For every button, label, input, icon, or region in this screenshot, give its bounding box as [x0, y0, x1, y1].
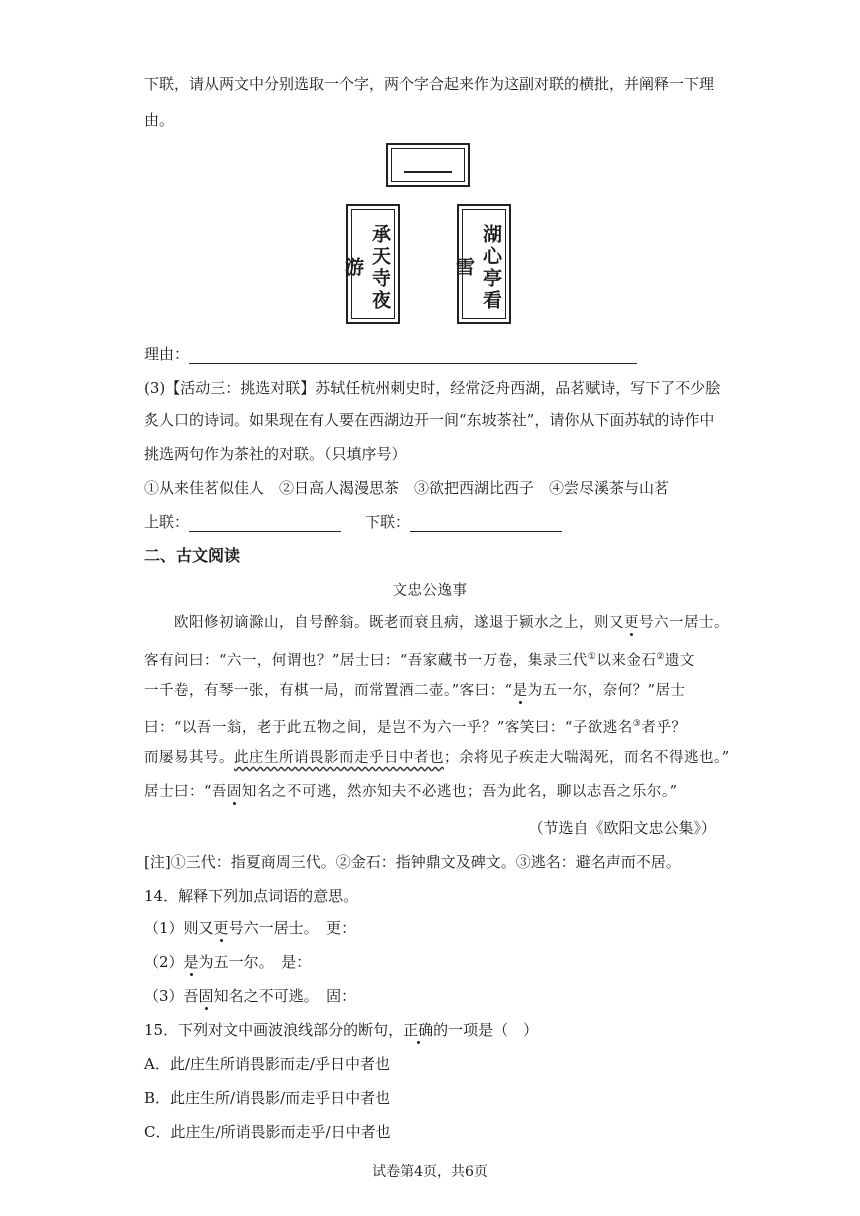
reason-answer-blank[interactable] — [189, 347, 637, 364]
couplet-right-scroll — [453, 204, 511, 324]
dotted-word-gu: 固 — [226, 784, 242, 800]
dotted-word-geng: 更 — [213, 919, 229, 937]
dotted-word-shi: 是 — [183, 953, 199, 971]
intro-line-2: 由。 — [144, 111, 175, 129]
passage-text: 欧阳修初谪滁山，自号醉翁。既老而衰且病，遂退于颍水之上，则又 — [174, 615, 624, 631]
question-14-item-2 — [144, 952, 311, 972]
couplet-left-scroll — [342, 204, 400, 324]
passage-text: 居士曰：“吾 — [144, 784, 227, 800]
question-14-item-1 — [144, 918, 356, 938]
passage-text: 曰：“以吾一翁，老于此五物之间，是岂不为六一乎？”客笑曰：“子欲逃名 — [144, 719, 633, 736]
banner-blank-line — [404, 171, 452, 173]
couplet-horizontal-banner — [386, 143, 470, 187]
reason-label: 理由： — [144, 345, 190, 363]
activity3-line-2: 炙人口的诗词。如果现在有人要在西湖边开一间“东坡茶社”，请你从下面苏轼的诗作中 — [144, 411, 715, 429]
activity3-line-1: (3)【活动三：挑选对联】苏轼任杭州刺史时，经常泛舟西湖，品茗赋诗，写下了不少脍 — [144, 379, 721, 397]
passage-line-1 — [174, 613, 729, 633]
passage-text: 而屡易其号。 — [144, 750, 234, 766]
footnote-marker-3: ③ — [632, 719, 642, 729]
q14-text: 为五一尔。 是： — [198, 953, 312, 971]
dotted-word-gu: 固 — [198, 987, 214, 1005]
passage-line-4 — [144, 714, 686, 738]
intro-line-1: 下联，请从两文中分别选取一个字，两个字合起来作为这副对联的横批，并阐释一下理 — [144, 75, 715, 93]
q15-text: 的一项是（ ） — [433, 1021, 539, 1039]
passage-text: 以来金石 — [596, 652, 657, 669]
question-15-option-b[interactable]: B．此庄生所/诮畏影/而走乎日中者也 — [144, 1089, 391, 1107]
page-footer: 试卷第4页，共6页 — [372, 1164, 488, 1180]
left-scroll-text: 承天寺夜游 — [342, 224, 391, 312]
section-title: 二、古文阅读 — [144, 546, 241, 565]
couplet-answer-row — [144, 512, 562, 532]
upper-couplet-blank[interactable] — [189, 515, 341, 532]
passage-text: 客有问曰：“六一，何谓也？”居士曰：“吾家藏书一万卷，集录三代 — [144, 652, 588, 669]
q14-text: 知名之不可逃。 固： — [213, 987, 357, 1005]
dotted-word-zhengque: 正确 — [403, 1021, 434, 1039]
q14-text: （2） — [144, 953, 184, 971]
question-14-stem: 14．解释下列加点词语的意思。 — [144, 887, 359, 905]
question-15-stem — [144, 1020, 538, 1040]
dotted-word-geng: 更 — [624, 615, 639, 631]
left-scroll-inner-frame — [342, 209, 395, 319]
passage-text: 遗文 — [664, 652, 695, 669]
reason-row — [144, 344, 637, 364]
question-15-option-c[interactable]: C．此庄生/所诮畏影而走乎/日中者也 — [144, 1123, 391, 1141]
wavy-underlined-phrase: 此庄生所诮畏影而走乎日中者也 — [234, 750, 444, 766]
passage-line-3 — [144, 681, 686, 701]
passage-line-5 — [144, 748, 730, 768]
question-14-item-3 — [144, 986, 356, 1006]
activity3-line-3: 挑选两句作为茶社的对联。（只填序号） — [144, 445, 407, 463]
passage-source: （节选自《欧阳文忠公集》） — [528, 819, 716, 837]
passage-text: 号六一居士。 — [639, 615, 729, 631]
footnote-marker-2: ② — [656, 652, 665, 662]
passage-text: 者乎？ — [641, 719, 687, 736]
q14-text: 号六一居士。 更： — [228, 919, 357, 937]
passage-text: 一千卷，有琴一张，有棋一局，而常置酒二壶。”客曰：“ — [144, 683, 513, 699]
passage-line-2 — [144, 647, 695, 671]
passage-text: 为五一尔，奈何？”居士 — [527, 683, 686, 699]
passage-text: ；余将见子疾走大喘渴死，而名不得逃也。” — [444, 750, 730, 766]
banner-inner-frame — [391, 148, 465, 182]
upper-couplet-label: 上联： — [144, 513, 190, 531]
passage-line-6 — [144, 782, 678, 802]
right-scroll-text: 湖心亭看雪 — [453, 224, 502, 312]
right-scroll-inner-frame — [453, 209, 506, 319]
passage-text: 知名之不可逃，然亦知夫不必逃也；吾为此名，聊以志吾之乐尔。” — [241, 784, 678, 800]
q14-text: （1）则又 — [144, 919, 214, 937]
question-15-option-a[interactable]: A．此/庄生所诮畏影而走/乎日中者也 — [144, 1055, 390, 1073]
dotted-word-shi: 是 — [512, 683, 528, 699]
passage-notes: [注]①三代：指夏商周三代。②金石：指钟鼎文及碑文。③逃名：避名声而不居。 — [144, 853, 681, 871]
footnote-marker-1: ① — [587, 652, 597, 662]
lower-couplet-blank[interactable] — [410, 515, 562, 532]
q15-text: 15．下列对文中画波浪线部分的断句， — [144, 1021, 404, 1039]
lower-couplet-label: 下联： — [365, 513, 411, 531]
passage-title: 文忠公逸事 — [392, 583, 468, 599]
q14-text: （3）吾 — [144, 987, 199, 1005]
activity3-options: ①从来佳茗似佳人 ②日高人渴漫思茶 ③欲把西湖比西子 ④尝尽溪茶与山茗 — [144, 479, 670, 497]
